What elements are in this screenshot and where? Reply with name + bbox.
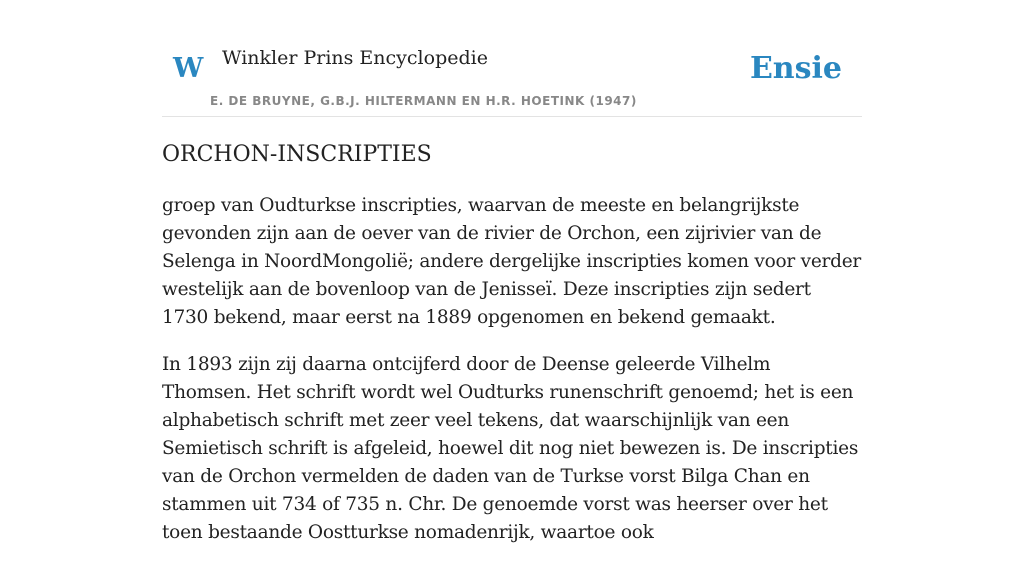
site-title[interactable]: Winkler Prins Encyclopedie (222, 47, 488, 69)
article-body (162, 192, 862, 566)
article-paragraph-1: groep van Oudturkse inscripties, waarvan de meeste en belangrijkste gevonden zijn aan de oever van de rivier de Orchon, een zijrivier van de Selenga in NoordMongolië; andere dergelijke inscripties komen voor verder westelijk aan de bovenloop van de Jenisseï. Deze inscripties zijn sedert 1730 bekend, maar eerst na 1889 opgenomen en bekend gemaakt. (162, 195, 862, 328)
site-header (162, 0, 862, 117)
site-authors: E. DE BRUYNE, G.B.J. HILTERMANN EN H.R. HOETINK (1947) (210, 94, 637, 108)
ensie-brand-logo[interactable]: Ensie (749, 51, 842, 86)
article-paragraph-2: In 1893 zijn zij daarna ontcijferd door de Deense geleerde Vilhelm Thomsen. Het schrift wordt wel Oudturks runenschrift genoemd; het is een alphabetisch schrift met zeer veel tekens, dat waarschijnlijk van een Semietisch schrift is afgeleid, hoewel dit nog niet bewezen is. De inscripties van de Orchon vermelden de daden van de Turkse vorst Bilga Chan en stammen uit 734 of 735 n. Chr. De genoemde vorst was heerser over het toen bestaande Oostturkse nomadenrijk, waartoe ook (162, 354, 859, 543)
winkler-prins-logo[interactable]: W (173, 53, 204, 84)
article-title: ORCHON-INSCRIPTIES (162, 142, 432, 167)
